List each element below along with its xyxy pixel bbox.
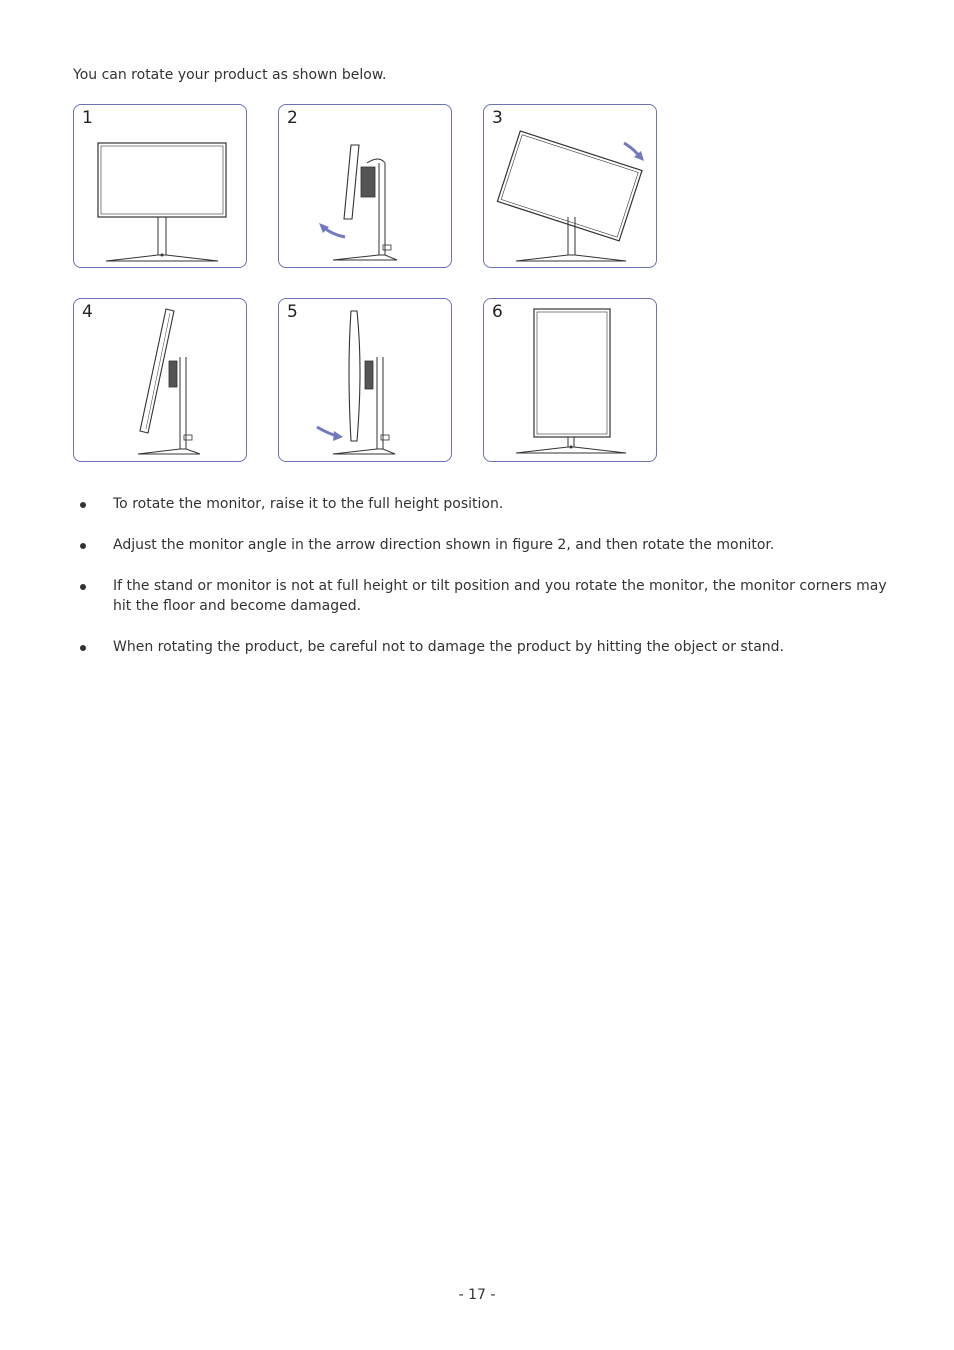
figure-1	[73, 104, 247, 268]
monitor-side-tilt-back-icon	[279, 105, 453, 269]
figure-number: 6	[492, 302, 503, 322]
figure-number: 1	[82, 108, 93, 128]
figure-6	[483, 298, 657, 462]
figure-number: 2	[287, 108, 298, 128]
figure-number: 3	[492, 108, 503, 128]
bullet-icon	[80, 645, 86, 651]
monitor-rotating-icon	[484, 105, 658, 269]
page-number: - 17 -	[458, 1287, 496, 1303]
list-item: Adjust the monitor angle in the arrow direction shown in figure 2, and then rotate the monitor.	[80, 535, 890, 555]
bullet-list	[80, 494, 890, 678]
bullet-icon	[80, 543, 86, 549]
list-item: When rotating the product, be careful not to damage the product by hitting the object or stand.	[80, 637, 890, 657]
figure-4	[73, 298, 247, 462]
figure-2	[278, 104, 452, 268]
figure-3	[483, 104, 657, 268]
monitor-portrait-view-icon	[484, 299, 658, 463]
monitor-side-tilt-forward-icon	[279, 299, 453, 463]
bullet-icon	[80, 584, 86, 590]
bullet-icon	[80, 502, 86, 508]
monitor-side-tilted-icon	[74, 299, 248, 463]
list-item: If the stand or monitor is not at full height or tilt position and you rotate the monitor, the monitor corners may hit the floor and become damaged.	[80, 576, 890, 616]
monitor-front-view-icon	[74, 105, 248, 269]
figure-number: 4	[82, 302, 93, 322]
list-item: To rotate the monitor, raise it to the full height position.	[80, 494, 890, 514]
intro-text: You can rotate your product as shown below.	[73, 67, 387, 83]
figure-5	[278, 298, 452, 462]
figure-number: 5	[287, 302, 298, 322]
